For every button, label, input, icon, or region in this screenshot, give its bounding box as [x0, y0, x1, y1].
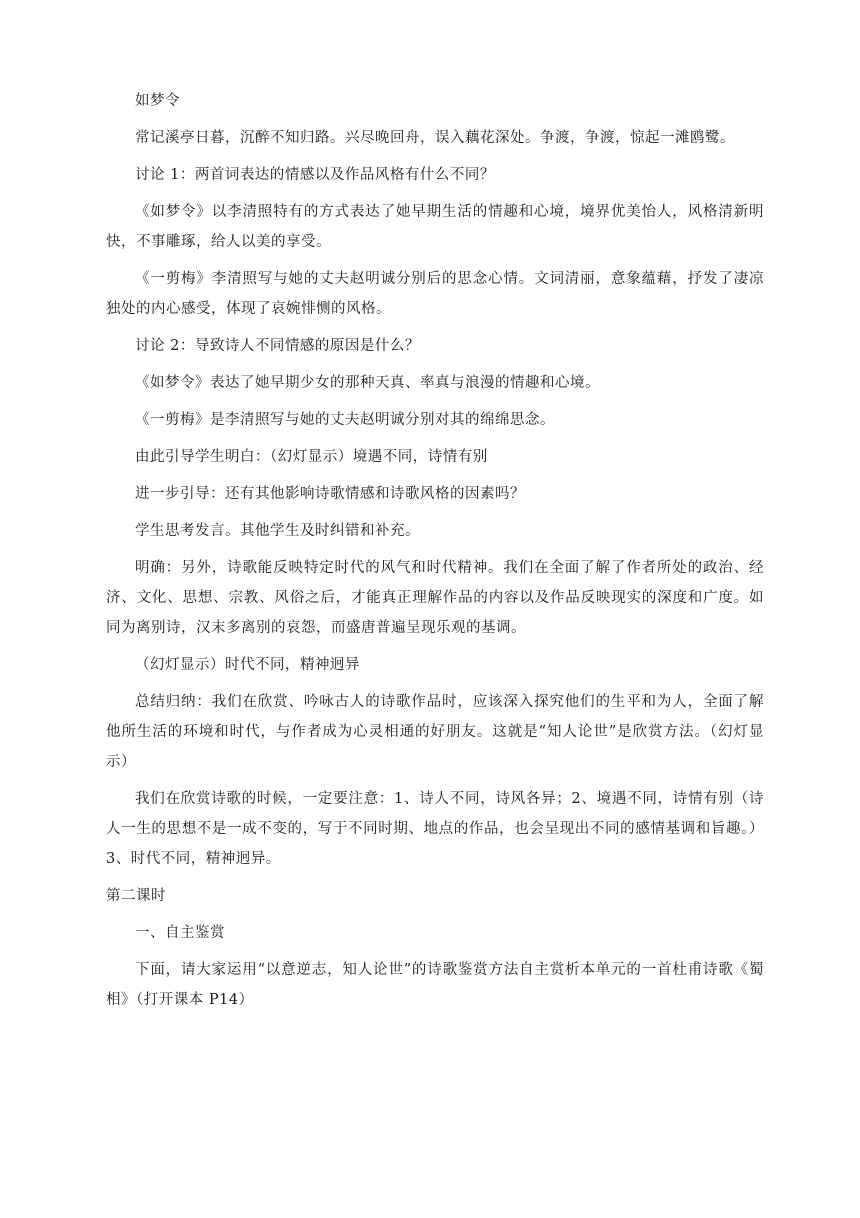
paragraph-guidance-1: 由此引导学生明白：（幻灯显示）境遇不同，诗情有别 — [135, 449, 488, 465]
paragraph-rumengling-emotion: 《如梦令》表达了她早期少女的那种天真、率真与浪漫的情趣和心境。 — [135, 375, 600, 391]
paragraph-instruction-shuxiang: 下面，请大家运用“以意逆志，知人论世”的诗歌鉴赏方法自主赏析本单元的一首杜甫诗歌《蜀相》（打开课本 P14） — [106, 962, 764, 1008]
paragraph-student-response: 学生思考发言。其他学生及时纠错和补充。 — [135, 523, 420, 539]
discussion-question-1: 讨论 1：两首词表达的情感以及作品风格有什么不同？ — [135, 167, 495, 183]
paragraph-slide-note: （幻灯显示）时代不同，精神迥异 — [135, 657, 360, 673]
subsection-heading-self-appreciation: 一、自主鉴赏 — [135, 925, 225, 941]
poem-text: 常记溪亭日暮，沉醉不知归路。兴尽晚回舟，误入藕花深处。争渡，争渡，惊起一滩鸥鹭。 — [135, 130, 735, 146]
paragraph-clarification: 明确：另外，诗歌能反映特定时代的风气和时代精神。我们在全面了解了作者所处的政治、经济、文化、思想、宗教、风俗之后，才能真正理解作品的内容以及作品反映现实的深度和广度。如同为离别诗，汉末多离别的哀怨，而盛唐普遍呈现乐观的基调。 — [106, 560, 764, 636]
section-heading-second-lesson: 第二课时 — [106, 888, 166, 904]
paragraph-rumengling-analysis: 《如梦令》以李清照特有的方式表达了她早期生活的情趣和心境，境界优美怡人，风格清新明快，不事雕琢，给人以美的享受。 — [106, 204, 764, 250]
discussion-question-2: 讨论 2：导致诗人不同情感的原因是什么？ — [135, 338, 420, 354]
paragraph-yijianmei-analysis: 《一剪梅》李清照写与她的丈夫赵明诚分别后的思念心情。文词清丽，意象蕴藉，抒发了凄凉独处的内心感受，体现了哀婉悱恻的风格。 — [106, 271, 764, 317]
paragraph-yijianmei-emotion: 《一剪梅》是李清照写与她的丈夫赵明诚分别对其的绵绵思念。 — [135, 412, 555, 428]
paragraph-summary: 总结归纳：我们在欣赏、吟咏古人的诗歌作品时，应该深入探究他们的生平和为人，全面了解他所生活的环境和时代，与作者成为心灵相通的好朋友。这就是“知人论世”是欣赏方法。（幻灯显示） — [106, 694, 764, 770]
paragraph-guidance-2: 进一步引导：还有其他影响诗歌情感和诗歌风格的因素吗？ — [135, 486, 525, 502]
poem-title: 如梦令 — [135, 93, 180, 109]
document-body — [106, 86, 764, 1022]
paragraph-attention-points: 我们在欣赏诗歌的时候，一定要注意：1、诗人不同，诗风各异；2、境遇不同，诗情有别（诗人一生的思想不是一成不变的，写于不同时期、地点的作品，也会呈现出不同的感情基调和旨趣。）3、时代不同，精神迥异。 — [106, 791, 764, 867]
